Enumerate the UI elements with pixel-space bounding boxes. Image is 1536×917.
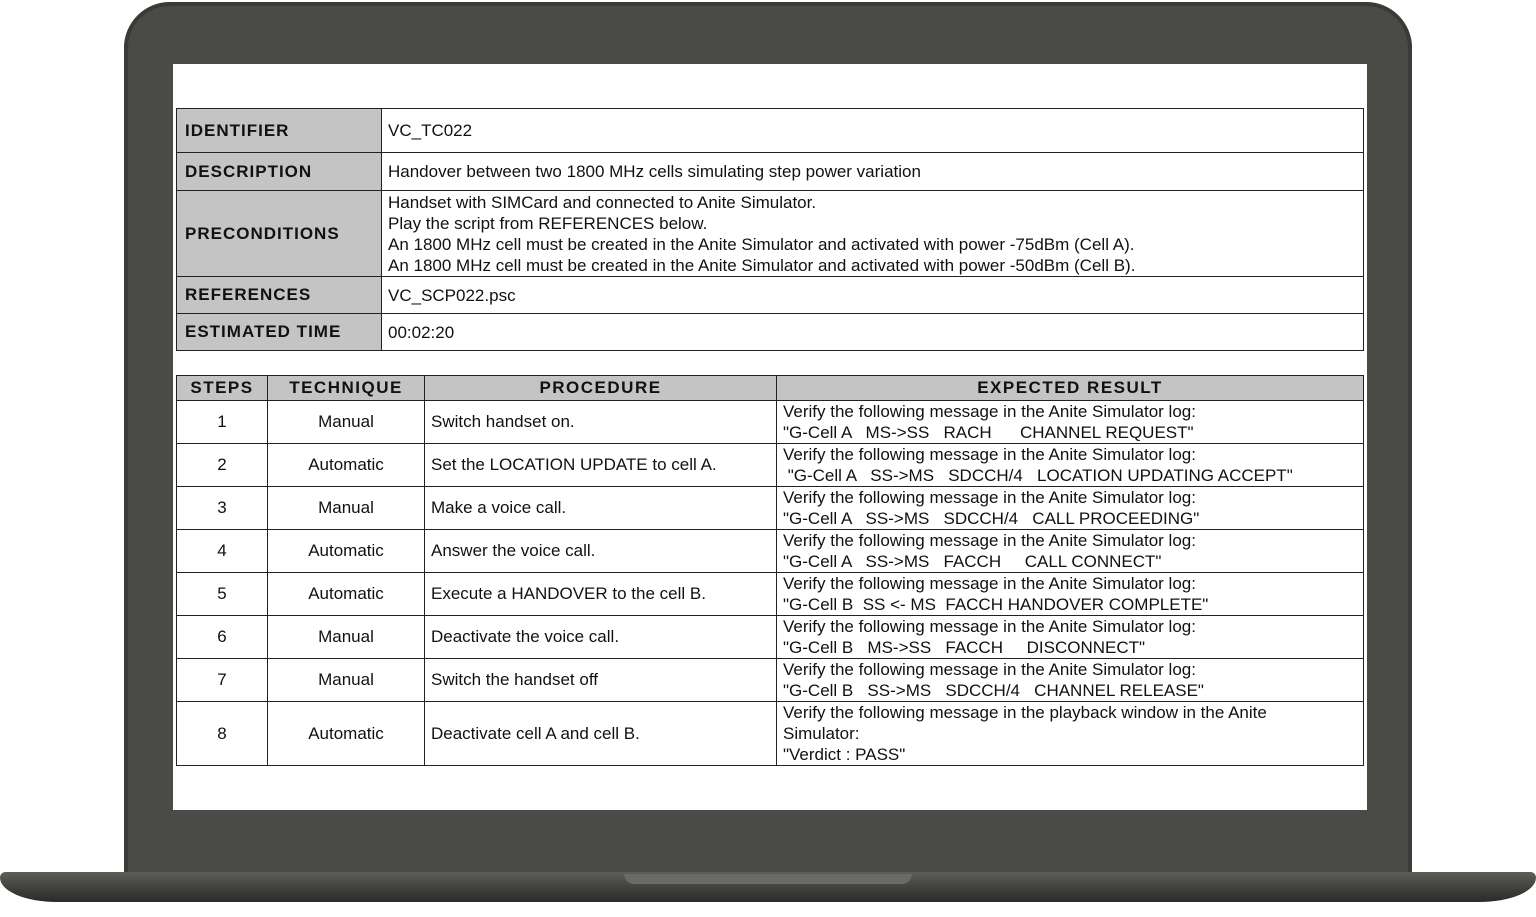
preconditions-value	[382, 191, 1364, 277]
expected-line: "G-Cell A MS->SS RACH CHANNEL REQUEST"	[783, 423, 1194, 442]
table-row	[177, 659, 1364, 702]
table-row	[177, 530, 1364, 573]
step-expected-result	[777, 659, 1364, 702]
expected-result-column-header: EXPECTED RESULT	[777, 376, 1364, 401]
info-row-references	[177, 277, 1364, 314]
step-technique: Automatic	[268, 702, 425, 766]
expected-line: "Verdict : PASS"	[783, 745, 906, 764]
expected-line: Verify the following message in the Anite Simulator log:	[783, 531, 1196, 550]
step-expected-result	[777, 401, 1364, 444]
step-procedure: Set the LOCATION UPDATE to cell A.	[425, 444, 777, 487]
expected-line: "G-Cell B MS->SS FACCH DISCONNECT"	[783, 638, 1146, 657]
step-expected-result	[777, 530, 1364, 573]
info-row-estimated-time	[177, 314, 1364, 351]
info-row-preconditions	[177, 191, 1364, 277]
precondition-line: An 1800 MHz cell must be created in the Anite Simulator and activated with power -50dBm (Cell B).	[388, 255, 1136, 275]
expected-line: Verify the following message in the Anite Simulator log:	[783, 488, 1196, 507]
step-procedure: Deactivate cell A and cell B.	[425, 702, 777, 766]
expected-line: "G-Cell A SS->MS SDCCH/4 CALL PROCEEDING"	[783, 509, 1200, 528]
step-number: 7	[177, 659, 268, 702]
expected-line: "G-Cell A SS->MS SDCCH/4 LOCATION UPDATING ACCEPT"	[783, 466, 1293, 485]
step-procedure: Execute a HANDOVER to the cell B.	[425, 573, 777, 616]
step-number: 1	[177, 401, 268, 444]
step-technique: Automatic	[268, 530, 425, 573]
references-value: VC_SCP022.psc	[382, 277, 1364, 314]
step-technique: Manual	[268, 487, 425, 530]
step-expected-result	[777, 573, 1364, 616]
precondition-line: Play the script from REFERENCES below.	[388, 213, 708, 233]
steps-column-header: STEPS	[177, 376, 268, 401]
step-number: 8	[177, 702, 268, 766]
table-row	[177, 444, 1364, 487]
precondition-line: Handset with SIMCard and connected to Anite Simulator.	[388, 192, 817, 212]
expected-line: Verify the following message in the Anite Simulator log:	[783, 574, 1196, 593]
expected-line: Verify the following message in the Anite Simulator log:	[783, 660, 1196, 679]
step-number: 4	[177, 530, 268, 573]
identifier-label: IDENTIFIER	[177, 109, 382, 153]
expected-line: Verify the following message in the Anite Simulator log:	[783, 445, 1196, 464]
info-row-identifier	[177, 109, 1364, 153]
info-row-description	[177, 153, 1364, 191]
estimated-time-value: 00:02:20	[382, 314, 1364, 351]
table-row	[177, 616, 1364, 659]
table-row	[177, 573, 1364, 616]
laptop-screen	[173, 64, 1367, 810]
step-number: 3	[177, 487, 268, 530]
step-number: 6	[177, 616, 268, 659]
description-value: Handover between two 1800 MHz cells simulating step power variation	[382, 153, 1364, 191]
step-expected-result	[777, 616, 1364, 659]
steps-header-row	[177, 376, 1364, 401]
test-steps-table	[176, 375, 1364, 766]
step-procedure: Switch the handset off	[425, 659, 777, 702]
step-technique: Manual	[268, 401, 425, 444]
step-procedure: Deactivate the voice call.	[425, 616, 777, 659]
step-procedure: Make a voice call.	[425, 487, 777, 530]
step-procedure: Answer the voice call.	[425, 530, 777, 573]
table-row	[177, 702, 1364, 766]
expected-line: Verify the following message in the Anite Simulator log:	[783, 617, 1196, 636]
step-expected-result	[777, 487, 1364, 530]
step-technique: Automatic	[268, 444, 425, 487]
step-number: 5	[177, 573, 268, 616]
step-number: 2	[177, 444, 268, 487]
description-label: DESCRIPTION	[177, 153, 382, 191]
step-technique: Automatic	[268, 573, 425, 616]
precondition-line: An 1800 MHz cell must be created in the Anite Simulator and activated with power -75dBm (Cell A).	[388, 234, 1135, 254]
identifier-value: VC_TC022	[382, 109, 1364, 153]
laptop-notch	[624, 874, 912, 884]
expected-line: Simulator:	[783, 724, 860, 743]
estimated-time-label: ESTIMATED TIME	[177, 314, 382, 351]
step-expected-result	[777, 444, 1364, 487]
procedure-column-header: PROCEDURE	[425, 376, 777, 401]
step-expected-result	[777, 702, 1364, 766]
table-row	[177, 401, 1364, 444]
expected-line: "G-Cell B SS->MS SDCCH/4 CHANNEL RELEASE"	[783, 681, 1204, 700]
expected-line: Verify the following message in the Anite Simulator log:	[783, 402, 1196, 421]
test-case-info-table	[176, 108, 1364, 351]
expected-line: "G-Cell A SS->MS FACCH CALL CONNECT"	[783, 552, 1162, 571]
step-technique: Manual	[268, 659, 425, 702]
table-row	[177, 487, 1364, 530]
references-label: REFERENCES	[177, 277, 382, 314]
step-procedure: Switch handset on.	[425, 401, 777, 444]
step-technique: Manual	[268, 616, 425, 659]
preconditions-label: PRECONDITIONS	[177, 191, 382, 277]
technique-column-header: TECHNIQUE	[268, 376, 425, 401]
expected-line: "G-Cell B SS <- MS FACCH HANDOVER COMPLETE"	[783, 595, 1209, 614]
expected-line: Verify the following message in the playback window in the Anite	[783, 703, 1267, 722]
